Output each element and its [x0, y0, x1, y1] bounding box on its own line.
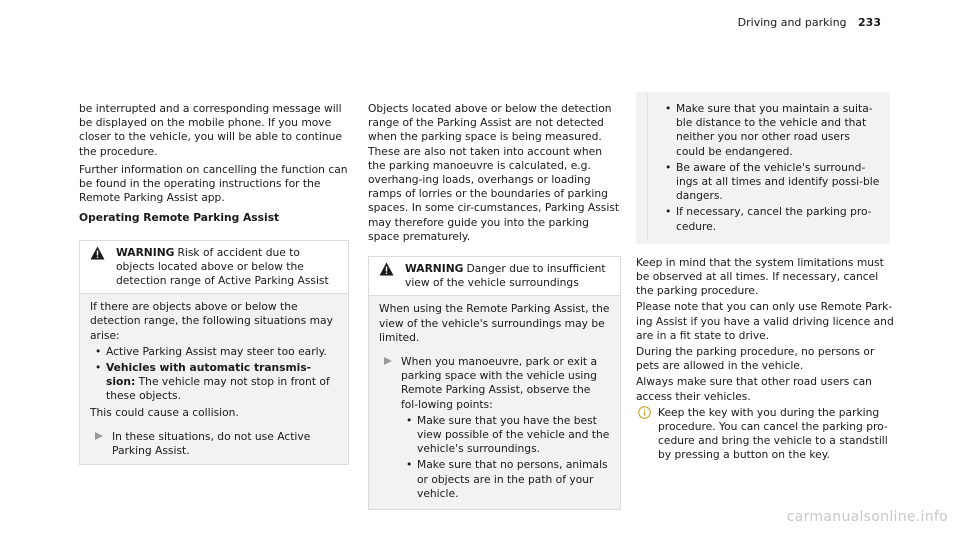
warning-header-1	[80, 241, 348, 295]
warning-action	[379, 355, 610, 501]
warning-consequence: This could cause a collision.	[90, 405, 239, 419]
list-item	[660, 102, 880, 159]
continued-box	[636, 92, 890, 244]
section-heading: Operating Remote Parking Assist	[79, 211, 280, 225]
list-item	[401, 458, 610, 501]
col3-p3: During the parking procedure, no persons or pets are allowed in the vehicle.	[636, 345, 875, 373]
arrow-right-icon	[383, 356, 393, 370]
col2-intro: Objects located above or below the detection range of the Parking Assist are not detected when the parking space is being measured. These are also not taken into account when the parking manoeuvre is calculated, e.g. overhang-ing loads, overhangs or loading ramps of lorries or the boundaries of parking spaces. In some cir-cumstances, Parking Assist may therefore guide you into the parking space prematurely.	[368, 102, 620, 243]
warning-text-1	[116, 246, 340, 289]
info-icon	[638, 406, 651, 423]
action-text: In these situations, do not use Active Parking Assist.	[112, 429, 311, 458]
col1-further: Further information on cancelling the function can be found in the operating instructions for the Remote Parking Assist app.	[79, 162, 348, 205]
arrow-right-icon	[94, 431, 104, 445]
warning-triangle-icon	[379, 262, 405, 280]
warning-description: Danger due to insufficient view of the vehicle surroundings	[405, 262, 606, 290]
bullet-text: Make sure that you maintain a suita-ble distance to the vehicle and that neither you nor other road users could be endangered.	[676, 102, 873, 158]
col3-p2: Please note that you can only use Remote Park-ing Assist if you have a valid driving licence and are in a fit state to drive.	[636, 300, 894, 342]
warning-title: WARNING	[116, 245, 175, 259]
continued-bullets	[660, 102, 880, 234]
warning-title: WARNING	[405, 262, 464, 276]
section-title: Driving and parking	[737, 16, 847, 29]
note-text: Keep the key with you during the parking procedure. You can cancel the parking pro-cedure and bring the vehicle to a standstill by pressing a button on the key.	[658, 405, 888, 462]
action-text: When you manoeuvre, park or exit a parking space with the vehicle using Remote Parking Assist, observe the fol-lowing points:	[401, 355, 598, 411]
warning-body-1	[80, 294, 348, 464]
warning-text-2	[405, 262, 612, 290]
bullet-text: Be aware of the vehicle's surround-ings at all times and identify possi-ble dangers.	[676, 160, 880, 203]
warning-bullets	[401, 414, 610, 501]
page-header	[738, 16, 881, 29]
warning-description: Risk of accident due to objects located above or below the detection range of Active Parking Assist	[116, 245, 329, 288]
column-1	[79, 102, 351, 465]
bullet-text: If necessary, cancel the parking pro-cedure.	[676, 205, 872, 233]
warning-box-2	[368, 256, 621, 510]
bullet-text: Active Parking Assist may steer too early.	[106, 344, 327, 358]
col3-p4: Always make sure that other road users can access their vehicles.	[636, 375, 872, 403]
warning-triangle-icon	[90, 246, 116, 264]
list-item	[660, 205, 880, 233]
warning-header-2	[369, 257, 620, 296]
column-rule	[647, 94, 648, 240]
warning-lead: When using the Remote Parking Assist, the view of the vehicle's surroundings may be limited.	[379, 302, 610, 344]
info-note	[636, 406, 894, 463]
list-item	[90, 345, 338, 359]
page-number: 233	[858, 16, 881, 29]
col3-p1: Keep in mind that the system limitations must be observed at all times. If necessary, cancel the parking procedure.	[636, 255, 884, 298]
bullet-bold-text: Vehicles with automatic transmis-sion:	[106, 361, 312, 389]
column-2	[368, 102, 620, 510]
bullet-text: The vehicle may not stop in front of these objects.	[106, 375, 330, 403]
column-3	[636, 92, 894, 463]
list-item	[401, 414, 610, 457]
warning-box-1	[79, 240, 349, 466]
bullet-text: Make sure that no persons, animals or objects are in the path of your vehicle.	[417, 458, 608, 500]
warning-body-2	[369, 296, 620, 509]
bullet-text: Make sure that you have the best view possible of the vehicle and the vehicle's surroundings.	[417, 413, 610, 456]
warning-action	[90, 430, 338, 458]
watermark: carmanualsonline.info	[786, 509, 948, 525]
warning-bullets	[90, 345, 338, 404]
list-item	[660, 161, 880, 204]
col1-intro: be interrupted and a corresponding message will be displayed on the mobile phone. If you move closer to the vehicle, you will be able to continue the procedure.	[79, 102, 342, 158]
warning-lead: If there are objects above or below the detection range, the following situations may arise:	[90, 300, 333, 342]
list-item	[90, 361, 338, 404]
